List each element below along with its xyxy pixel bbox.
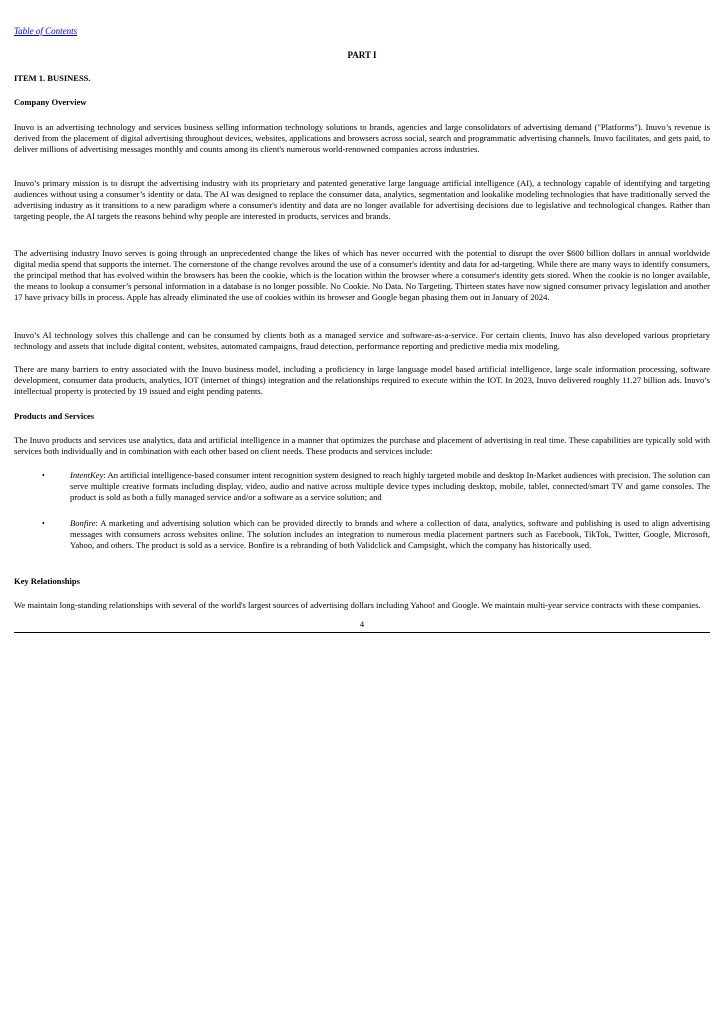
bullet-separator: : [103, 470, 106, 480]
key-relationships-heading: Key Relationships [14, 576, 80, 586]
overview-paragraph-1: Inuvo is an advertising technology and services business selling information technology solutions to brands, agencies and large consolidators of advertising demand ("Platforms"). Inuvo’s revenue is derived from the placement of digital advertising throughout devices, websites, applications and browsers across social, search and programmatic advertising channels. Inuvo facilitates, and gets paid, to deliver millions of advertising messages monthly and counts among its client's numerous world-renowned companies across industries. [14, 122, 710, 154]
table-of-contents-link[interactable]: Table of Contents [14, 26, 78, 36]
overview-paragraph-5: There are many barriers to entry associated with the Inuvo business model, including a proficiency in large language model based artificial intelligence, large scale information processing, software development, consumer data products, analytics, IOT (internet of things) integration and the relationships required to execute within the IOT. In 2023, Inuvo delivered roughly 11.27 billion ads. Inuvo’s intellectual property is protected by 19 issued and eight pending patents. [14, 364, 710, 396]
company-overview-heading: Company Overview [14, 97, 87, 107]
bullet-separator: : [95, 518, 98, 528]
products-services-intro: The Inuvo products and services use analytics, data and artificial intelligence in a manner that optimizes the purchase and placement of advertising in real time. These capabilities are typically sold with services both individually and in combination with each other based on client needs. These products and services include: [14, 435, 710, 456]
bullet-symbol: • [42, 471, 45, 480]
bullet-text [70, 470, 710, 503]
bullet-description: An artificial intelligence-based consumer intent recognition system designed to reach highly targeted mobile and desktop In-Market audiences with precision. The solution can serve multiple creative formats including display, video, audio and native across multiple device types including desktop, mobile, tablet, connected/smart TV and game consoles. The product is sold as both a fully managed service and/or a software as a service solution; and [70, 470, 710, 502]
overview-paragraph-4: Inuvo’s AI technology solves this challenge and can be consumed by clients both as a managed service and software-as-a-service. For certain clients, Inuvo has also developed various proprietary technology and assets that include digital content, websites, automated campaigns, fraud detection, performance reporting and predictive media mix modeling. [14, 330, 710, 351]
products-services-heading: Products and Services [14, 411, 95, 421]
page-number: 4 [359, 619, 365, 629]
part-title: PART I [347, 50, 377, 60]
bullet-symbol: • [42, 519, 45, 528]
item-heading: ITEM 1. BUSINESS. [14, 73, 91, 83]
bullet-term: IntentKey [70, 470, 104, 480]
bullet-description: A marketing and advertising solution which can be provided directly to brands and where a collection of data, analytics, software and publishing is used to align advertising messages with consumers across websites online. The solution includes an integration to numerous media placement partners such as Facebook, TikTok, Twitter, Google, Microsoft, Yahoo, and others. The product is sold as a service. Bonfire is a rebranding of both Validclick and Campsight, which the company has historically used. [70, 518, 710, 550]
overview-paragraph-3: The advertising industry Inuvo serves is going through an unprecedented change the likes of which has never occurred with the potential to disrupt the over $600 billion dollars in annual worldwide digital media spend that supports the internet. The cornerstone of the change revolves around the use of a consumer's identity and data for ad-targeting. While there are many ways to identify consumers, the principal method that has evolved within the browsers has been the cookie, which is the location within the browser where a consumer's identity gets stored. When the cookie is no longer available, the means to lookup a consumer’s personal information in a database is no longer possible. No Cookie. No Data. No Targeting. Thirteen states have now signed consumer privacy legislation and another 17 have privacy bills in process. Apple has already eliminated the use of cookies within its browser and Google began phasing them out in January of 2024. [14, 248, 710, 302]
overview-paragraph-2: Inuvo’s primary mission is to disrupt the advertising industry with its proprietary and patented generative large language artificial intelligence (AI), a technology capable of identifying and targeting audiences without using a consumer’s identity or data. The AI was designed to replace the consumer data, analytics, segmentation and lookalike modeling technologies that have traditionally served the advertising industry as it transitions to a new paradigm where a consumer's identity and data are no longer available for advertising decisions due to legislative and technological changes. Rather than targeting people, the AI targets the reasons behind why people are interested in products, services and brands. [14, 178, 710, 221]
bullet-term: Bonfire [70, 518, 96, 528]
footer-rule [14, 632, 710, 633]
bullet-text [70, 518, 710, 551]
key-relationships-paragraph: We maintain long-standing relationships with several of the world's largest sources of advertising dollars including Yahoo! and Google. We maintain multi-year service contracts with these companies. [14, 600, 701, 610]
